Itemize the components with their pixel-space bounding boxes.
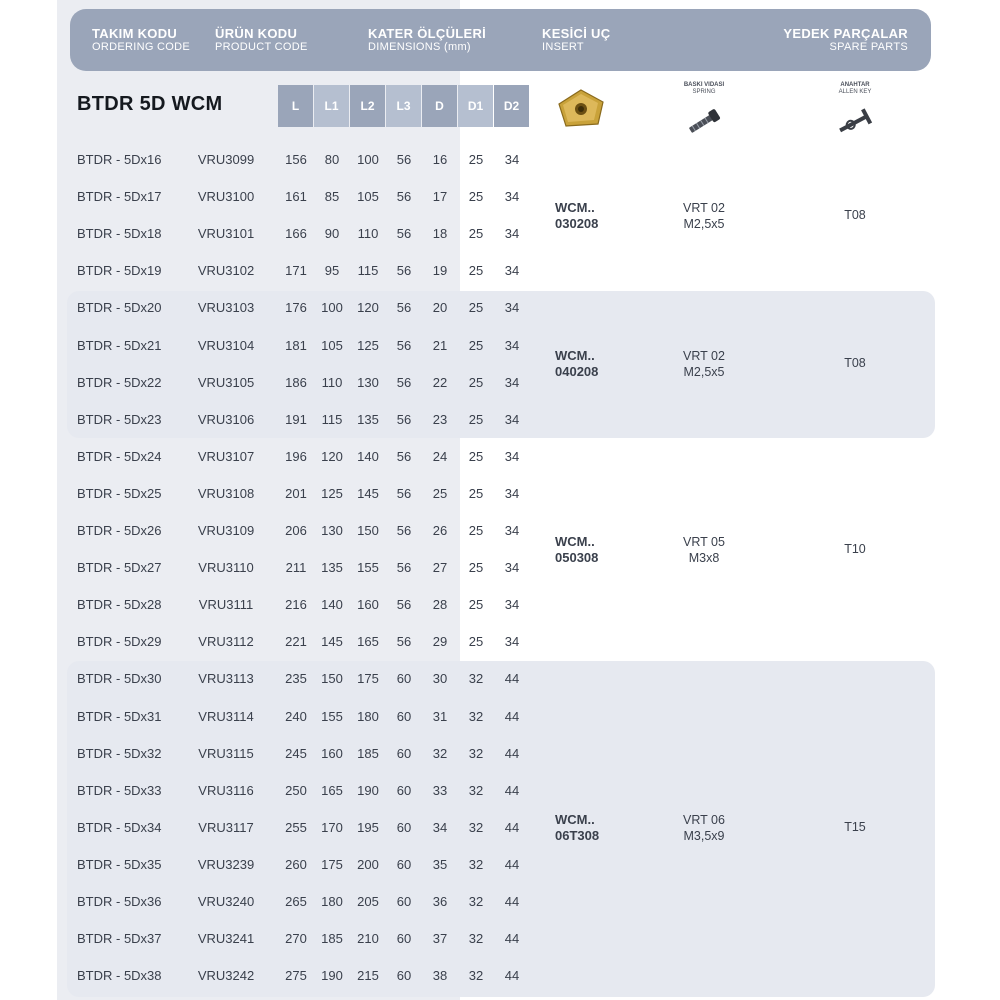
key-code-2: T08 — [844, 356, 866, 370]
dim-d1-cell: 25 — [468, 337, 484, 353]
dim-l3-cell: 56 — [396, 189, 412, 205]
dim-l2-cell: 130 — [357, 374, 379, 390]
dim-l1-cell: 155 — [321, 708, 343, 724]
dim-l2-cell: 155 — [357, 560, 379, 576]
ordering-code-cell: BTDR - 5Dx35 — [77, 856, 162, 872]
dim-d1-cell: 32 — [468, 968, 484, 984]
dim-d-cell: 33 — [432, 782, 448, 798]
ordering-code-cell: BTDR - 5Dx18 — [77, 226, 162, 242]
dim-d-cell: 29 — [432, 634, 448, 650]
table-row — [0, 892, 1000, 912]
header-spare-en: SPARE PARTS — [829, 41, 908, 53]
dim-l-cell: 235 — [285, 671, 307, 687]
product-code-cell: VRU3114 — [198, 708, 254, 724]
dim-d2-cell: 44 — [504, 968, 520, 984]
dim-l2-cell: 165 — [357, 634, 379, 650]
dim-l2-cell: 205 — [357, 894, 379, 909]
table-row — [0, 855, 1000, 875]
dim-l1-cell: 170 — [321, 819, 343, 835]
screw-code-3-line1: VRT 05 — [683, 535, 725, 549]
dim-l-cell: 166 — [285, 226, 307, 242]
dim-d2-cell: 34 — [504, 523, 520, 538]
dim-l2-cell: 210 — [357, 931, 379, 947]
insert-code-1 — [555, 200, 598, 232]
ordering-code-cell: BTDR - 5Dx28 — [77, 597, 162, 613]
dim-l1-cell: 145 — [321, 634, 343, 650]
dim-l-cell: 206 — [285, 523, 307, 538]
dim-l1-cell: 90 — [324, 226, 340, 242]
dim-l2-cell: 180 — [357, 708, 379, 724]
dim-d-cell: 26 — [432, 523, 448, 538]
dim-l2-cell: 200 — [357, 856, 379, 872]
header-dimensions-en: DIMENSIONS (mm) — [368, 41, 471, 53]
dim-d2-cell: 44 — [504, 671, 520, 687]
dim-l3-cell: 60 — [396, 931, 412, 947]
dim-l-cell: 156 — [285, 152, 307, 167]
ordering-code-cell: BTDR - 5Dx19 — [77, 263, 162, 279]
dim-d2-cell: 34 — [504, 263, 520, 279]
dim-l1-cell: 140 — [321, 597, 343, 613]
dim-l-cell: 245 — [285, 745, 307, 761]
header-spare-tr: YEDEK PARÇALAR — [783, 26, 908, 41]
screw-code-2-line2: M2,5x5 — [683, 365, 725, 379]
dim-l1-cell: 100 — [321, 300, 343, 316]
header-dimensions-tr: KATER ÖLÇÜLERİ — [368, 26, 487, 41]
table-row — [0, 521, 1000, 541]
key-label-tr: ANAHTAR — [840, 82, 870, 88]
table-row — [0, 669, 1000, 689]
dim-d1-cell: 32 — [468, 931, 484, 947]
dim-l3-cell: 60 — [396, 671, 412, 687]
dim-d-cell: 23 — [432, 411, 448, 427]
dim-d-cell: 16 — [432, 152, 448, 167]
screw-code-4-line1: VRT 06 — [683, 813, 725, 827]
dim-d-cell: 31 — [432, 708, 448, 724]
product-code-cell: VRU3106 — [197, 411, 255, 427]
product-code-cell: VRU3099 — [197, 152, 255, 167]
dim-d1-cell: 32 — [468, 782, 484, 798]
screw-code-4 — [664, 812, 744, 844]
dim-d-cell: 36 — [432, 894, 448, 909]
insert-code-2 — [555, 348, 598, 380]
product-code-cell: VRU3102 — [197, 263, 255, 279]
dim-l2-cell: 115 — [357, 263, 379, 279]
dim-l2-cell: 140 — [357, 448, 379, 464]
key-code-1: T08 — [844, 208, 866, 222]
product-code-cell: VRU3107 — [197, 448, 255, 464]
dim-l2-cell: 145 — [357, 485, 379, 501]
dim-l1-cell: 165 — [321, 782, 343, 798]
insert-code-3 — [555, 534, 598, 566]
dim-header-L3: L3 — [386, 85, 421, 127]
dim-l2-cell: 105 — [357, 189, 379, 205]
dim-l1-cell: 80 — [324, 152, 340, 167]
dim-d1-cell: 32 — [468, 745, 484, 761]
header-bar — [70, 9, 931, 71]
allen-key-icon — [836, 108, 876, 136]
table-row — [0, 410, 1000, 430]
dim-d2-cell: 44 — [504, 931, 520, 947]
dim-l-cell: 181 — [285, 337, 307, 353]
dim-d-cell: 30 — [432, 671, 448, 687]
table-row — [0, 744, 1000, 764]
product-code-cell: VRU3110 — [198, 560, 254, 576]
dim-l3-cell: 56 — [396, 411, 412, 427]
product-code-cell: VRU3113 — [198, 671, 254, 687]
dim-l3-cell: 56 — [396, 263, 412, 279]
screw-code-3 — [664, 534, 744, 566]
screw-code-2 — [664, 348, 744, 380]
spring-label — [664, 82, 744, 96]
dim-l1-cell: 185 — [321, 931, 343, 947]
dim-d1-cell: 25 — [468, 411, 484, 427]
dim-d1-cell: 32 — [468, 671, 484, 687]
dim-d2-cell: 34 — [504, 226, 520, 242]
dim-l-cell: 196 — [285, 448, 307, 464]
dim-header-L1: L1 — [314, 85, 349, 127]
table-row — [0, 929, 1000, 949]
dim-l3-cell: 56 — [396, 560, 412, 576]
table-row — [0, 707, 1000, 727]
dim-l3-cell: 60 — [396, 819, 412, 835]
ordering-code-cell: BTDR - 5Dx26 — [77, 523, 162, 538]
dim-l-cell: 211 — [285, 560, 307, 576]
dim-l-cell: 250 — [285, 782, 307, 798]
insert-code-4-line2: 06T308 — [555, 828, 600, 843]
table-row — [0, 261, 1000, 281]
dim-l3-cell: 56 — [396, 448, 412, 464]
dim-l-cell: 171 — [285, 263, 307, 279]
dim-l1-cell: 105 — [321, 337, 343, 353]
dim-l3-cell: 60 — [396, 745, 412, 761]
dim-header-L: L — [278, 85, 313, 127]
dim-l-cell: 176 — [285, 300, 307, 316]
dim-l-cell: 201 — [285, 485, 307, 501]
ordering-code-cell: BTDR - 5Dx38 — [77, 968, 162, 984]
dim-d-cell: 21 — [432, 337, 448, 353]
dim-l3-cell: 60 — [396, 856, 412, 872]
product-code-cell: VRU3105 — [197, 374, 255, 390]
dim-d1-cell: 25 — [468, 374, 484, 390]
dim-l3-cell: 56 — [396, 485, 412, 501]
dim-l1-cell: 130 — [321, 523, 343, 538]
dim-l3-cell: 56 — [396, 152, 412, 167]
dim-d2-cell: 44 — [504, 745, 520, 761]
product-code-cell: VRU3108 — [197, 485, 255, 501]
dim-d2-cell: 44 — [504, 894, 520, 909]
dim-l2-cell: 135 — [357, 411, 379, 427]
dim-d1-cell: 25 — [468, 152, 484, 167]
dim-d-cell: 32 — [432, 745, 448, 761]
dim-header-D1: D1 — [458, 85, 493, 127]
product-code-cell: VRU3115 — [198, 745, 254, 761]
screw-icon — [684, 108, 724, 136]
dim-l3-cell: 56 — [396, 597, 412, 613]
dim-d1-cell: 32 — [468, 708, 484, 724]
dim-header-D2: D2 — [494, 85, 529, 127]
dim-d2-cell: 34 — [504, 560, 520, 576]
table-row — [0, 558, 1000, 578]
product-code-cell: VRU3116 — [198, 782, 254, 798]
product-title: BTDR 5D WCM — [77, 93, 223, 115]
dim-l2-cell: 195 — [357, 819, 379, 835]
dim-d2-cell: 34 — [504, 634, 520, 650]
ordering-code-cell: BTDR - 5Dx21 — [77, 337, 162, 353]
dim-d-cell: 22 — [432, 374, 448, 390]
table-row — [0, 632, 1000, 652]
header-insert — [542, 26, 610, 53]
dim-d2-cell: 44 — [504, 856, 520, 872]
dim-l1-cell: 125 — [321, 485, 343, 501]
screw-code-2-line1: VRT 02 — [683, 349, 725, 363]
ordering-code-cell: BTDR - 5Dx16 — [77, 152, 162, 167]
dim-d1-cell: 25 — [468, 263, 484, 279]
screw-code-3-line2: M3x8 — [688, 551, 720, 565]
table-row — [0, 298, 1000, 318]
insert-code-4-line1: WCM.. — [555, 812, 595, 827]
screw-code-1-line2: M2,5x5 — [683, 217, 725, 231]
dim-l2-cell: 215 — [357, 968, 379, 984]
product-code-cell: VRU3240 — [197, 894, 255, 909]
dim-l1-cell: 135 — [321, 560, 343, 576]
dim-d-cell: 25 — [432, 485, 448, 501]
dim-d1-cell: 25 — [468, 485, 484, 501]
dim-l-cell: 255 — [285, 819, 307, 835]
dim-l2-cell: 125 — [357, 337, 379, 353]
table-row — [0, 484, 1000, 504]
ordering-code-cell: BTDR - 5Dx32 — [77, 745, 162, 761]
header-product-tr: ÜRÜN KODU — [215, 26, 298, 41]
dim-l3-cell: 56 — [396, 634, 412, 650]
table-row — [0, 187, 1000, 207]
spring-label-tr: BASKI VIDASI — [683, 82, 725, 88]
dim-d2-cell: 34 — [504, 152, 520, 167]
product-code-cell: VRU3101 — [197, 226, 255, 242]
dim-d-cell: 20 — [432, 300, 448, 316]
key-label-en: ALLEN KEY — [838, 89, 872, 95]
insert-code-2-line1: WCM.. — [555, 348, 595, 363]
key-label — [815, 82, 895, 96]
dim-d-cell: 28 — [432, 597, 448, 613]
header-spare — [783, 26, 908, 53]
dim-l1-cell: 95 — [324, 263, 340, 279]
header-product — [215, 26, 308, 53]
insert-code-3-line1: WCM.. — [555, 534, 595, 549]
dim-l1-cell: 115 — [321, 411, 343, 427]
dim-l3-cell: 56 — [396, 300, 412, 316]
table-row — [0, 595, 1000, 615]
product-code-cell: VRU3111 — [198, 597, 254, 613]
dim-l2-cell: 150 — [357, 523, 379, 538]
header-ordering-tr: TAKIM KODU — [92, 26, 178, 41]
table-row — [0, 781, 1000, 801]
dim-header-L2: L2 — [350, 85, 385, 127]
ordering-code-cell: BTDR - 5Dx36 — [77, 894, 162, 909]
dim-l1-cell: 150 — [321, 671, 343, 687]
product-code-cell: VRU3117 — [198, 819, 254, 835]
table-row — [0, 150, 1000, 170]
ordering-code-cell: BTDR - 5Dx30 — [77, 671, 162, 687]
ordering-code-cell: BTDR - 5Dx24 — [77, 448, 162, 464]
dim-l3-cell: 60 — [396, 968, 412, 984]
dim-l2-cell: 160 — [357, 597, 379, 613]
dim-l2-cell: 190 — [357, 782, 379, 798]
dim-l1-cell: 110 — [321, 374, 343, 390]
product-code-cell: VRU3104 — [197, 337, 255, 353]
table-row — [0, 224, 1000, 244]
table-row — [0, 447, 1000, 467]
dim-d-cell: 18 — [432, 226, 448, 242]
dim-l1-cell: 120 — [321, 448, 343, 464]
dim-l-cell: 240 — [285, 708, 307, 724]
dim-l-cell: 161 — [285, 189, 307, 205]
dim-d-cell: 34 — [432, 819, 448, 835]
dim-d2-cell: 34 — [504, 337, 520, 353]
dim-l3-cell: 60 — [396, 708, 412, 724]
dim-d2-cell: 34 — [504, 300, 520, 316]
product-code-cell: VRU3112 — [198, 634, 254, 650]
product-code-cell: VRU3239 — [197, 856, 255, 872]
dim-d1-cell: 32 — [468, 894, 484, 909]
dim-d1-cell: 25 — [468, 560, 484, 576]
dim-l-cell: 270 — [285, 931, 307, 947]
dim-d2-cell: 34 — [504, 411, 520, 427]
dim-l1-cell: 180 — [321, 894, 343, 909]
dim-d2-cell: 34 — [504, 597, 520, 613]
dim-d2-cell: 34 — [504, 485, 520, 501]
dim-l3-cell: 56 — [396, 523, 412, 538]
product-code-cell: VRU3109 — [197, 523, 255, 538]
dim-d1-cell: 32 — [468, 856, 484, 872]
ordering-code-cell: BTDR - 5Dx22 — [77, 374, 162, 390]
screw-code-1-line1: VRT 02 — [683, 201, 725, 215]
key-code-4: T15 — [844, 820, 866, 834]
dim-l-cell: 265 — [285, 894, 307, 909]
dim-d1-cell: 25 — [468, 634, 484, 650]
dim-header-D: D — [422, 85, 457, 127]
dim-d-cell: 38 — [432, 968, 448, 984]
insert-code-3-line2: 050308 — [555, 550, 599, 565]
dim-l-cell: 275 — [285, 968, 307, 984]
dim-l3-cell: 56 — [396, 374, 412, 390]
dim-d2-cell: 34 — [504, 374, 520, 390]
screw-code-4-line2: M3,5x9 — [683, 829, 725, 843]
key-code-3: T10 — [844, 542, 866, 556]
header-insert-tr: KESİCİ UÇ — [542, 26, 611, 41]
product-code-cell: VRU3103 — [197, 300, 255, 316]
dim-d1-cell: 25 — [468, 300, 484, 316]
dim-d1-cell: 25 — [468, 189, 484, 205]
dim-d-cell: 19 — [432, 263, 448, 279]
header-insert-en: INSERT — [542, 41, 584, 53]
ordering-code-cell: BTDR - 5Dx31 — [77, 708, 162, 724]
dim-d2-cell: 44 — [504, 708, 520, 724]
dim-d1-cell: 32 — [468, 819, 484, 835]
ordering-code-cell: BTDR - 5Dx27 — [77, 560, 162, 576]
insert-code-1-line1: WCM.. — [555, 200, 595, 215]
dim-l3-cell: 56 — [396, 337, 412, 353]
table-row — [0, 336, 1000, 356]
insert-icon — [556, 88, 606, 128]
dim-d-cell: 37 — [432, 931, 448, 947]
dim-l2-cell: 100 — [357, 152, 379, 167]
header-product-en: PRODUCT CODE — [215, 41, 308, 53]
dim-d-cell: 24 — [432, 448, 448, 464]
insert-code-2-line2: 040208 — [555, 364, 599, 379]
dim-d2-cell: 44 — [504, 819, 520, 835]
dim-l3-cell: 56 — [396, 226, 412, 242]
ordering-code-cell: BTDR - 5Dx17 — [77, 189, 162, 205]
table-row — [0, 373, 1000, 393]
dim-l2-cell: 175 — [357, 671, 379, 687]
dim-l-cell: 260 — [285, 856, 307, 872]
ordering-code-cell: BTDR - 5Dx37 — [77, 931, 162, 947]
dim-l1-cell: 160 — [321, 745, 343, 761]
insert-code-4 — [555, 812, 599, 844]
dim-d1-cell: 25 — [468, 523, 484, 538]
dim-d1-cell: 25 — [468, 448, 484, 464]
header-ordering — [92, 26, 190, 53]
ordering-code-cell: BTDR - 5Dx23 — [77, 411, 162, 427]
dim-l-cell: 216 — [285, 597, 307, 613]
product-code-cell: VRU3242 — [197, 968, 255, 984]
dim-l3-cell: 60 — [396, 782, 412, 798]
dim-d2-cell: 44 — [504, 782, 520, 798]
dim-l3-cell: 60 — [396, 894, 412, 909]
dim-l-cell: 221 — [285, 634, 307, 650]
dim-d-cell: 35 — [432, 856, 448, 872]
dim-l1-cell: 175 — [321, 856, 343, 872]
dim-l2-cell: 185 — [357, 745, 379, 761]
dim-d-cell: 17 — [432, 189, 448, 205]
dim-l1-cell: 85 — [324, 189, 340, 205]
dim-d1-cell: 25 — [468, 226, 484, 242]
dim-d-cell: 27 — [432, 560, 448, 576]
dim-l-cell: 186 — [285, 374, 307, 390]
ordering-code-cell: BTDR - 5Dx34 — [77, 819, 162, 835]
dim-l2-cell: 120 — [357, 300, 379, 316]
dim-l-cell: 191 — [285, 411, 307, 427]
ordering-code-cell: BTDR - 5Dx33 — [77, 782, 162, 798]
header-ordering-en: ORDERING CODE — [92, 41, 191, 53]
dim-d1-cell: 25 — [468, 597, 484, 613]
product-code-cell: VRU3241 — [197, 931, 255, 947]
dim-l1-cell: 190 — [321, 968, 343, 984]
ordering-code-cell: BTDR - 5Dx25 — [77, 485, 162, 501]
table-row — [0, 966, 1000, 986]
dim-d2-cell: 34 — [504, 448, 520, 464]
header-dimensions — [368, 26, 486, 53]
spring-label-en: SPRING — [692, 89, 716, 95]
product-code-cell: VRU3100 — [197, 189, 255, 205]
ordering-code-cell: BTDR - 5Dx20 — [77, 300, 162, 316]
ordering-code-cell: BTDR - 5Dx29 — [77, 634, 162, 650]
dim-l2-cell: 110 — [357, 226, 379, 242]
insert-code-1-line2: 030208 — [555, 216, 599, 231]
dim-d2-cell: 34 — [504, 189, 520, 205]
screw-code-1 — [664, 200, 744, 232]
